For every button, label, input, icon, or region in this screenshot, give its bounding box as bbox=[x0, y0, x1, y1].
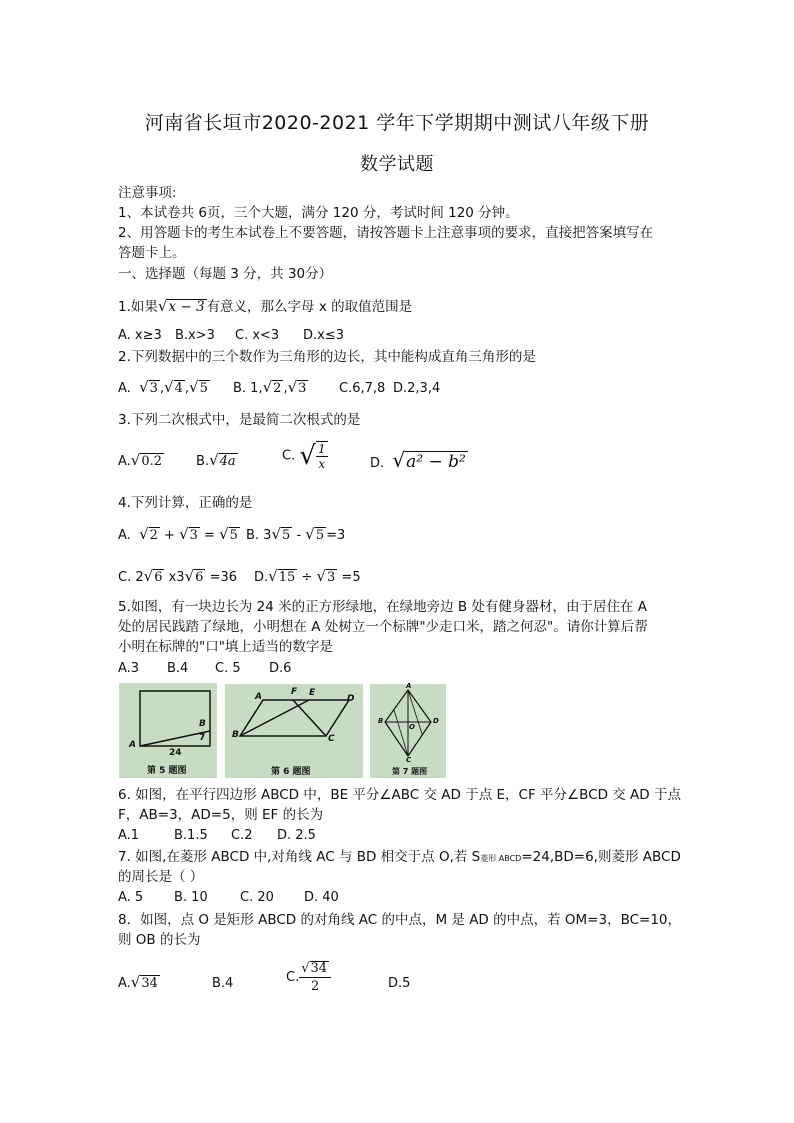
q4-option-a: A. √2 + √3 = √5 bbox=[118, 525, 238, 543]
q8-option-b: B.4 bbox=[212, 976, 234, 991]
question-6-line-1: 6. 如图，在平行四边形 ABCD 中，BE 平分∠ABC 交 AD 于点 E，CF 平分∠BCD 交 AD 于点 bbox=[118, 787, 681, 803]
fig5-label-b: B bbox=[199, 719, 206, 729]
question-5-line-1: 5.如图，有一块边长为 24 米的正方形绿地，在绿地旁边 B 处有健身器材，由于居住在 A bbox=[118, 599, 648, 615]
q1-prefix: 1.如果 bbox=[118, 299, 158, 315]
q5-option-c: C. 5 bbox=[215, 661, 241, 676]
fig6-label-f: F bbox=[291, 687, 298, 697]
q7-option-a: A. 5 bbox=[118, 890, 144, 905]
q6-option-a: A.1 bbox=[118, 828, 140, 843]
fig6-label-e: E bbox=[309, 688, 316, 698]
notice-item-2-line-2: 答题卡上。 bbox=[118, 245, 186, 261]
question-6-line-2: F，AB=3，AD=5，则 EF 的长为 bbox=[118, 807, 324, 823]
q1-option-b: B.x>3 bbox=[175, 328, 215, 343]
q1-radicand: x − 3 bbox=[168, 299, 205, 315]
fig5-label-a: A bbox=[129, 740, 136, 750]
fig7-caption: 第 7 题图 bbox=[392, 767, 428, 776]
question-7-line-1: 7. 如图,在菱形 ABCD 中,对角线 AC 与 BD 相交于点 O,若 S菱形 ABCD=24,BD=6,则菱形 ABCD bbox=[118, 849, 681, 865]
figure-5 bbox=[119, 683, 217, 778]
question-5-line-3: 小明在标牌的"口"填上适当的数字是 bbox=[118, 639, 333, 655]
q5-option-b: B.4 bbox=[167, 661, 189, 676]
q5-option-d: D.6 bbox=[269, 661, 292, 676]
question-8-line-2: 则 OB 的长为 bbox=[118, 932, 201, 948]
q7-option-b: B. 10 bbox=[174, 890, 208, 905]
fig7-label-o: O bbox=[409, 723, 415, 731]
q3-option-c: C. √ $\frac{1}{x}$ bbox=[282, 441, 326, 471]
q8-option-c: C. $\frac{√34}{2}$ bbox=[286, 960, 331, 995]
q3-option-d: D. √a² − b² bbox=[370, 448, 466, 472]
q1-option-d: D.x≤3 bbox=[303, 328, 344, 343]
q8-option-a: A.√34 bbox=[118, 973, 158, 991]
q2-option-d: D.2,3,4 bbox=[393, 381, 441, 396]
sqrt-symbol: √ bbox=[157, 297, 168, 315]
figure-6 bbox=[225, 684, 363, 778]
q7-option-d: D. 40 bbox=[304, 890, 339, 905]
exam-subtitle: 数学试题 bbox=[360, 154, 434, 175]
q7-option-c: C. 20 bbox=[240, 890, 274, 905]
exam-title: 河南省长垣市2020-2021 学年下学期期中测试八年级下册 bbox=[144, 112, 650, 134]
q3-option-b: B.√4a bbox=[196, 451, 236, 469]
section-1-heading: 一、选择题（每题 3 分，共 30分） bbox=[118, 266, 333, 282]
q2-option-a: A. √3 ,√4 ,√5 bbox=[118, 378, 208, 396]
q4-option-c: C. 2√6 x3√6 =36 bbox=[118, 567, 237, 585]
fig6-label-a: A bbox=[255, 692, 262, 702]
fig6-caption: 第 6 题图 bbox=[271, 767, 311, 777]
question-7-line-2: 的周长是（ ） bbox=[118, 869, 204, 885]
q7-subscript: 菱形 ABCD bbox=[480, 854, 522, 863]
q8-option-d: D.5 bbox=[388, 976, 411, 991]
fig5-caption: 第 5 题图 bbox=[147, 766, 187, 776]
q2-option-b: B. 1,√2 ,√3 bbox=[233, 378, 307, 396]
q4-option-b: B. 3√5 - √5 =3 bbox=[246, 525, 346, 543]
q6-option-d: D. 2.5 bbox=[277, 828, 316, 843]
q1-option-a: A. x≥3 bbox=[118, 328, 162, 343]
q1-suffix: 有意义，那么字母 x 的取值范围是 bbox=[206, 299, 413, 315]
fig6-label-d: D bbox=[347, 694, 355, 704]
notice-item-2-line-1: 2、用答题卡的考生本试卷上不要答题，请按答题卡上注意事项的要求，直接把答案填写在 bbox=[118, 225, 654, 241]
question-2-stem: 2.下列数据中的三个数作为三角形的边长，其中能构成直角三角形的是 bbox=[118, 349, 536, 365]
q1-option-c: C. x<3 bbox=[235, 328, 280, 343]
notice-item-1: 1、本试卷共 6页，三个大题，满分 120 分，考试时间 120 分钟。 bbox=[118, 205, 519, 221]
question-4-stem: 4.下列计算，正确的是 bbox=[118, 495, 253, 511]
question-1-stem bbox=[118, 297, 412, 316]
fig7-label-a: A bbox=[406, 682, 412, 690]
notice-heading: 注意事项: bbox=[118, 185, 177, 201]
q2-option-c: C.6,7,8 bbox=[339, 381, 386, 396]
q3-option-a: A.√0.2 bbox=[118, 451, 163, 469]
fig7-label-b: B bbox=[378, 717, 384, 725]
q4-option-d: D.√15 ÷ √3 =5 bbox=[254, 567, 361, 585]
question-8-line-1: 8．如图，点 O 是矩形 ABCD 的对角线 AC 的中点，M 是 AD 的中点，若 OM=3，BC=10， bbox=[118, 912, 682, 928]
fig6-label-b: B bbox=[232, 730, 239, 740]
figure-7 bbox=[370, 684, 446, 778]
fig5-label-7: 7 bbox=[199, 733, 206, 743]
fig5-label-24: 24 bbox=[169, 748, 182, 758]
fig7-label-c: C bbox=[406, 756, 412, 764]
q6-option-b: B.1.5 bbox=[174, 828, 208, 843]
fig7-label-d: D bbox=[433, 717, 439, 725]
question-3-stem: 3.下列二次根式中，是最简二次根式的是 bbox=[118, 412, 361, 428]
q5-option-a: A.3 bbox=[118, 661, 140, 676]
fig6-label-c: C bbox=[328, 734, 335, 744]
question-5-line-2: 处的居民践踏了绿地，小明想在 A 处树立一个标牌"少走口米，踏之何忍"。请你计算后帮 bbox=[118, 619, 648, 635]
q6-option-c: C.2 bbox=[231, 828, 253, 843]
